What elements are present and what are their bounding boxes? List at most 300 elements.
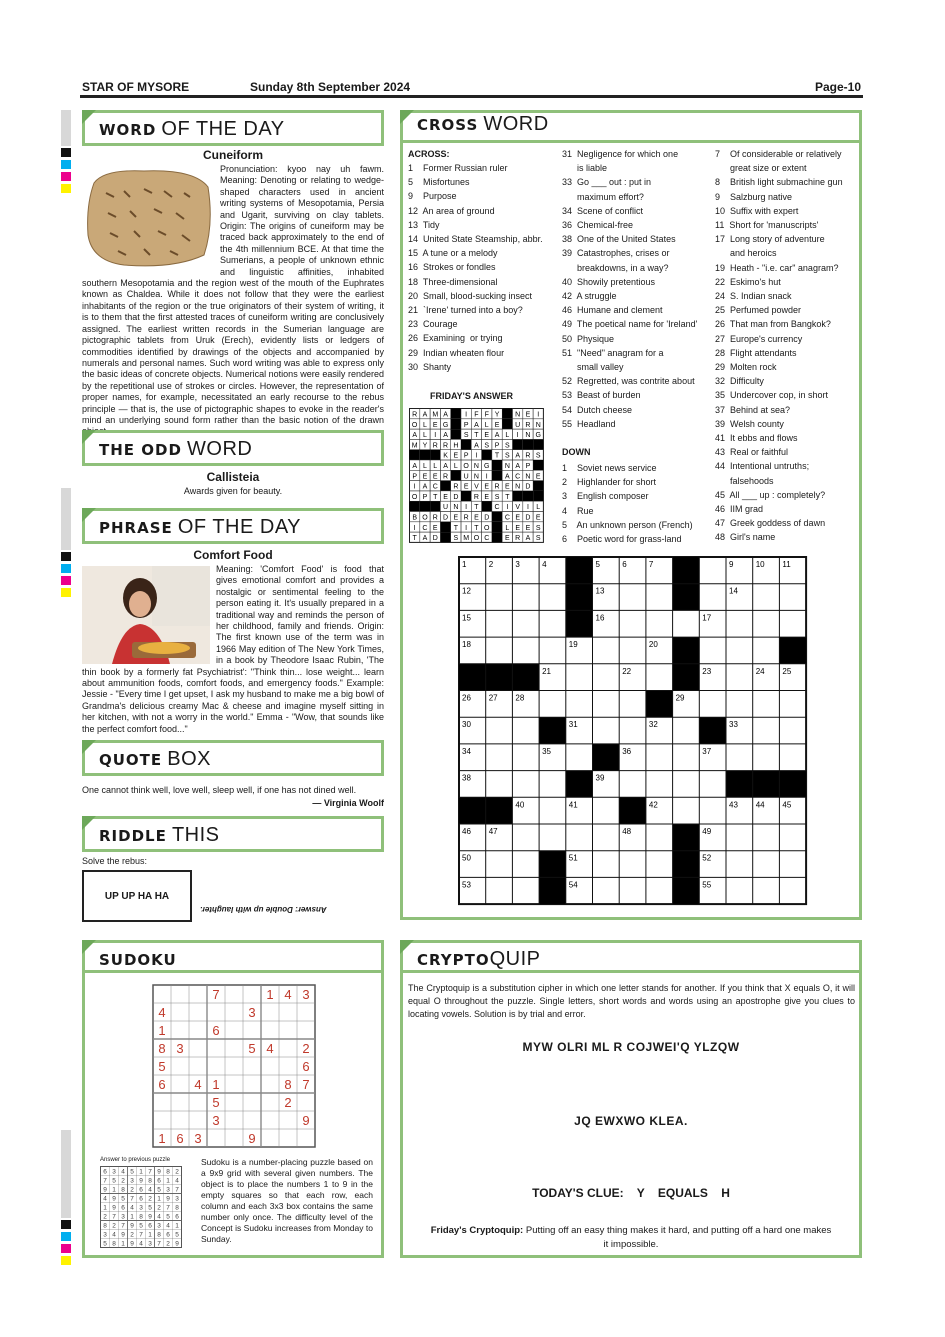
prev-letter: R	[494, 483, 500, 491]
prev-letter: L	[505, 524, 510, 532]
prev-letter: E	[515, 524, 520, 532]
color-mark	[61, 1220, 71, 1229]
prev-letter: A	[422, 483, 428, 491]
clue-number: 31	[568, 720, 578, 730]
cipher-line-1: MYW OLRI ML R COJWEI'Q YLZQW	[522, 1040, 740, 1054]
prev-black-square	[461, 439, 471, 449]
clue-number: 18	[462, 640, 471, 650]
prev-sudoku-digit: 3	[157, 1222, 161, 1230]
prev-letter: E	[505, 483, 510, 491]
color-mark	[61, 564, 71, 573]
black-square	[779, 637, 806, 664]
black-square	[726, 771, 753, 798]
prev-letter: E	[484, 493, 490, 501]
clue-number: 37	[702, 746, 712, 756]
prev-letter: L	[536, 504, 541, 512]
clue-number: 38	[462, 773, 471, 783]
prev-letter: E	[432, 473, 438, 481]
prev-black-square	[533, 439, 543, 449]
black-square	[593, 744, 620, 771]
quote-author: — Virginia Woolf	[312, 798, 384, 808]
sudoku-given: 6	[158, 1077, 166, 1092]
prev-black-square	[482, 450, 492, 460]
prev-letter: O	[422, 514, 428, 522]
prev-letter: T	[412, 535, 417, 543]
clue-number: 32	[648, 720, 658, 730]
clue-number: 51	[568, 853, 578, 863]
word-definition: Pronunciation: kyoo nay uh fawm. Meaning: Denoting or relating to wedge-shaped characters used in ancient writing systems of Mesopotamia, Persia and Ugarit, surviving on clay tablets. Origin: The origins of cuneiform may be traced back approximately to the end of the 4th millennium BCE. At that time the Sumerians, a people of unknown ethnic and linguistic affinities, inhabited southern Mesopotamia and the region west of the mouth of the Euphrates known as Chaldea. While it does not follow that they were the earliest inhabitants of the region or the true originators of their system of writing, it is to them that the first attested traces of cuneiform writing are conclusively assigned. The earliest written records in the Sumerian language are pictographic tablets from Uruk (Erech), evidently lists or ledgers of commodities identified by drawings of the objects and accompanied by numerals and personal names. Such word writing was able to express only the basic ideas of concrete objects. Numerical notions were easily rendered by the repetitional use of strokes or circles. However, the representation of proper names, for example, necessitated an early recourse to the rebus principle — that is, the use of pictographic shapes to evoke in the reader's mind an underlying sound form rather than the basic notion of the drawn	[82, 164, 384, 425]
prev-sudoku-digit: 9	[130, 1222, 134, 1230]
clue-number: 3	[515, 560, 520, 569]
prev-sudoku-digit: 9	[148, 1213, 152, 1221]
prev-sudoku-digit: 6	[175, 1213, 179, 1221]
prev-letter: S	[463, 432, 469, 440]
clue-number: 15	[462, 613, 471, 623]
prev-sudoku-digit: 2	[175, 1168, 179, 1176]
sudoku-given: 5	[158, 1059, 166, 1074]
cryptoquip-intro: The Cryptoquip is a substitution cipher in which one letter stands for another. If you think that X equals O, it will equal O throughout the puzzle. Single letters, short words and words using an apostrophe give you clues to locating vowels. Solution is by trial and error.	[408, 983, 855, 1019]
black-square	[673, 584, 700, 611]
prev-sudoku-digit: 5	[121, 1195, 125, 1203]
prev-black-square	[492, 460, 502, 470]
prev-letter: I	[485, 473, 488, 481]
black-square	[539, 717, 566, 744]
sudoku-given: 8	[284, 1077, 292, 1092]
prev-black-square	[461, 491, 471, 501]
prev-letter: T	[474, 504, 479, 512]
prev-sudoku-digit: 2	[112, 1222, 116, 1230]
prev-letter: E	[525, 411, 531, 419]
black-square	[753, 771, 780, 798]
prev-letter: E	[422, 473, 428, 481]
prev-sudoku-digit: 1	[130, 1213, 134, 1221]
black-square	[619, 797, 646, 824]
clue-number: 4	[542, 560, 547, 569]
prev-black-square	[533, 491, 543, 501]
prev-sudoku-digit: 3	[166, 1186, 170, 1194]
sudoku-panel: SUDOKU	[82, 940, 384, 1258]
black-square	[673, 877, 700, 904]
prev-sudoku-digit: 2	[166, 1240, 170, 1248]
prev-sudoku-digit: 9	[166, 1195, 170, 1203]
crossword-panel: CROSS WORD	[400, 110, 862, 920]
clue-number: 24	[755, 666, 765, 676]
prev-sudoku-digit: 5	[112, 1177, 116, 1185]
prev-letter: O	[484, 524, 490, 532]
page-number: Page-10	[814, 80, 861, 94]
black-square	[539, 851, 566, 878]
sudoku-given: 1	[158, 1131, 166, 1146]
prev-letter: A	[474, 421, 479, 429]
prev-letter: C	[515, 473, 521, 481]
prev-sudoku-digit: 3	[130, 1177, 134, 1185]
clue-number: 53	[462, 880, 471, 890]
prev-letter: R	[525, 421, 531, 429]
prev-letter: I	[526, 504, 529, 512]
sudoku-given: 3	[176, 1041, 184, 1056]
black-square	[566, 610, 593, 637]
prev-sudoku-digit: 8	[166, 1168, 170, 1176]
prev-sudoku-digit: 9	[130, 1240, 134, 1248]
prev-letter: U	[515, 421, 521, 429]
prev-letter: O	[463, 463, 469, 470]
prev-sudoku-digit: 4	[148, 1186, 152, 1194]
prev-sudoku-digit: 1	[139, 1168, 143, 1176]
prev-letter: I	[465, 411, 468, 419]
paper-name: STAR OF MYSORE	[82, 80, 190, 94]
clue-number: 55	[702, 880, 712, 890]
prev-sudoku-digit: 9	[157, 1168, 161, 1176]
crossword-divider	[401, 140, 861, 143]
prev-letter: A	[515, 463, 520, 470]
prev-letter: A	[525, 535, 531, 543]
sudoku-given: 7	[302, 1077, 310, 1092]
black-square	[566, 771, 593, 798]
prev-sudoku-digit: 8	[148, 1177, 152, 1185]
prev-letter: S	[494, 493, 500, 501]
crossword-grid[interactable]	[458, 556, 808, 906]
color-mark	[61, 172, 71, 181]
clue-number: 8	[675, 560, 681, 569]
prev-black-square	[451, 470, 461, 480]
prev-letter: C	[494, 504, 500, 512]
prev-sudoku-digit: 3	[139, 1204, 143, 1212]
prev-black-square	[513, 439, 523, 449]
clue-number: 19	[568, 640, 578, 650]
prev-letter: L	[505, 432, 510, 440]
friday-cryptoquip: Friday's Cryptoquip: Putting off an easy thing makes it hard, and putting off a hard one makes it impossible.	[430, 1225, 832, 1250]
sudoku-given: 1	[212, 1077, 220, 1092]
prev-black-square	[482, 501, 492, 511]
prev-letter: E	[474, 514, 479, 522]
prev-sudoku-digit: 6	[139, 1186, 143, 1194]
prev-sudoku-digit: 6	[157, 1177, 161, 1185]
clue-number: 16	[595, 613, 605, 623]
across-clues-col2: 31 Negligence for which one is liable 33 Go ___ out : put in maximum effort? 34 Scene of conflict 36 Chemical-free 38 One of the United States 39 Catastrophes, crises or breakdowns, in a way? 40 Showily pretentious 42 A struggle 46 Humane and clement 49 The poetical name for 'Ireland' 50 Physique 51 "Need" anagram for a small valley 52 Regretted, was contrite about 53 Beast of burden 54 Dutch cheese 55 Headland	[562, 149, 698, 429]
prev-letter: A	[443, 463, 448, 470]
clue-number: 5	[595, 560, 600, 569]
prev-sudoku-digit: 4	[103, 1195, 107, 1203]
prev-black-square	[492, 532, 502, 542]
sudoku-given: 5	[212, 1095, 220, 1110]
black-square	[459, 664, 486, 691]
prev-sudoku-digit: 5	[166, 1213, 170, 1221]
margin-bar	[61, 110, 71, 146]
prev-letter: M	[432, 411, 439, 419]
prev-sudoku-digit: 1	[112, 1186, 116, 1194]
prev-letter: C	[484, 535, 490, 543]
prev-letter: N	[525, 432, 531, 440]
sudoku-given: 3	[248, 1005, 256, 1020]
cryptoquip-panel: CRYPTOQUIP	[400, 940, 862, 1258]
prev-letter: A	[412, 432, 417, 440]
prev-sudoku-digit: 4	[157, 1213, 161, 1221]
friday-answer-label: FRIDAY'S ANSWER	[430, 391, 513, 401]
color-mark	[61, 184, 71, 193]
prev-black-square	[492, 522, 502, 532]
clue-number: 13	[595, 586, 605, 596]
sudoku-grid[interactable]	[152, 984, 316, 1148]
prev-sudoku-digit: 7	[121, 1222, 125, 1230]
prev-black-square	[420, 501, 430, 511]
prev-letter: L	[484, 421, 489, 429]
prev-letter: M	[411, 442, 418, 450]
clue-number: 25	[782, 666, 792, 676]
prev-sudoku-digit: 1	[166, 1177, 170, 1185]
prev-letter: B	[412, 514, 417, 522]
prev-black-square	[523, 491, 533, 501]
prev-letter: H	[453, 442, 459, 450]
odd-word-meaning: Awards given for beauty.	[183, 486, 283, 496]
prev-sudoku-digit: 9	[121, 1231, 125, 1239]
black-square	[673, 664, 700, 691]
prev-letter: A	[422, 411, 428, 419]
sudoku-divider	[83, 970, 383, 973]
prev-letter: V	[474, 483, 479, 491]
black-square	[673, 851, 700, 878]
prev-letter: P	[422, 493, 428, 501]
prev-letter: N	[453, 504, 459, 512]
margin-bar	[61, 488, 71, 550]
word-title: Cuneiform	[203, 148, 263, 162]
prev-letter: I	[413, 524, 416, 532]
prev-letter: E	[535, 473, 541, 481]
prev-black-square	[410, 501, 420, 511]
sudoku-given: 4	[194, 1077, 202, 1092]
prev-sudoku-digit: 5	[130, 1168, 134, 1176]
prev-black-square	[410, 450, 420, 460]
sudoku-instructions: Sudoku is a number-placing puzzle based on a 9x9 grid with several given numbers. The object is to place the numbers 1 to 9 in the empty squares so that each row, each column and each 3x3 box contains the same number only once. The difficulty level of the Concept is Sudoku increases from Monday to Sunday.	[201, 1157, 373, 1244]
prev-black-square	[451, 419, 461, 429]
prev-letter: K	[443, 452, 448, 460]
prev-letter: L	[422, 463, 427, 470]
clue-number: 14	[729, 586, 738, 596]
color-mark	[61, 160, 71, 169]
prev-letter: R	[463, 514, 469, 522]
black-square	[486, 797, 513, 824]
prev-letter: S	[453, 535, 459, 543]
cipher-line-2: JQ EWXWO KLEA.	[574, 1114, 688, 1128]
prev-letter: N	[473, 473, 479, 481]
prev-letter: N	[515, 483, 521, 491]
prev-letter: I	[516, 432, 519, 440]
clue-number: 48	[622, 827, 632, 836]
prev-letter: O	[473, 535, 480, 543]
prev-letter: A	[422, 535, 428, 543]
phrase-header: PHRASE OF THE DAY	[82, 508, 384, 544]
clue-number: 54	[568, 880, 578, 890]
clue-number: 20	[648, 640, 658, 650]
todays-clue: TODAY'S CLUE: Y EQUALS H	[532, 1186, 730, 1200]
prev-letter: S	[535, 535, 541, 543]
prev-letter: V	[515, 504, 520, 512]
prev-letter: I	[413, 483, 416, 491]
prev-letter: A	[494, 432, 500, 440]
prev-letter: D	[443, 514, 449, 522]
prev-letter: T	[474, 524, 479, 532]
prev-sudoku-digit: 6	[139, 1195, 143, 1203]
prev-letter: R	[473, 493, 479, 501]
prev-letter: E	[515, 514, 520, 522]
black-square	[539, 877, 566, 904]
sudoku-given: 9	[248, 1131, 256, 1146]
black-square	[486, 664, 513, 691]
prev-letter: A	[443, 411, 448, 419]
prev-sudoku-digit: 7	[139, 1231, 143, 1239]
clue-number: 43	[729, 800, 738, 810]
clue-number: 49	[702, 827, 712, 836]
prev-letter: R	[443, 442, 449, 450]
sudoku-given: 2	[302, 1041, 310, 1056]
clue-number: 30	[462, 720, 471, 730]
prev-black-square	[451, 429, 461, 439]
prev-letter: I	[475, 452, 478, 460]
clue-number: 7	[648, 560, 654, 569]
clue-number: 52	[702, 853, 712, 863]
prev-letter: A	[515, 452, 520, 460]
prev-sudoku-digit: 2	[130, 1231, 134, 1239]
prev-letter: A	[474, 442, 479, 450]
prev-sudoku-digit: 2	[148, 1195, 152, 1203]
prev-sudoku-digit: 9	[112, 1204, 116, 1212]
prev-sudoku-digit: 4	[166, 1222, 170, 1230]
prev-letter: U	[463, 473, 469, 481]
prev-letter: P	[463, 452, 469, 460]
margin-bar	[61, 1130, 71, 1218]
prev-letter: R	[453, 483, 459, 491]
sudoku-given: 3	[212, 1113, 220, 1128]
prev-sudoku-digit: 4	[112, 1231, 116, 1239]
prev-letter: S	[505, 442, 510, 450]
clue-number: 6	[622, 560, 627, 569]
prev-letter: I	[465, 524, 468, 532]
prev-letter: A	[412, 463, 417, 470]
color-mark	[61, 576, 71, 585]
across-clues-col1: 1 Former Russian ruler 5 Misfortunes 9 Purpose 12 An area of ground 13 Tidy 14 United State Steamship, abbr. 15 A tune or a melody 16 Strokes or fondles 18 Three-dimensional 20 Small, blood-sucking insect 21 `Irene' turned into a boy? 23 Courage 26 Examining or trying 29 Indian wheaten flour 30 Shanty	[408, 163, 543, 372]
prev-letter: E	[505, 535, 510, 543]
prev-sudoku-digit: 8	[139, 1213, 143, 1221]
prev-letter: E	[484, 483, 490, 491]
prev-sudoku-digit: 3	[175, 1195, 179, 1203]
prev-letter: P	[494, 442, 500, 450]
sudoku-given: 1	[266, 987, 274, 1002]
prev-letter: I	[434, 432, 437, 440]
prev-sudoku-digit: 1	[121, 1240, 125, 1248]
prev-letter: S	[484, 442, 490, 450]
prev-sudoku-digit: 1	[175, 1222, 179, 1230]
prev-sudoku-digit: 7	[103, 1177, 107, 1185]
prev-sudoku-digit: 2	[121, 1177, 125, 1185]
black-square	[646, 691, 673, 718]
prev-black-square	[513, 491, 523, 501]
prev-letter: Y	[494, 411, 500, 419]
clue-number: 36	[622, 746, 632, 756]
prev-black-square	[533, 460, 543, 470]
prev-sudoku-digit: 4	[175, 1177, 179, 1185]
prev-sudoku-digit: 5	[148, 1204, 152, 1212]
prev-black-square	[502, 419, 512, 429]
clue-number: 21	[542, 666, 552, 676]
color-mark	[61, 552, 71, 561]
clue-number: 46	[462, 827, 471, 836]
riddle-header: RIDDLE THIS	[82, 816, 384, 852]
prev-letter: C	[432, 483, 438, 491]
prev-letter: S	[535, 452, 541, 460]
prev-black-square	[451, 409, 461, 419]
prev-sudoku-digit: 5	[157, 1186, 161, 1194]
prev-sudoku-digit: 9	[112, 1195, 116, 1203]
prev-letter: L	[422, 421, 427, 429]
sudoku-given: 6	[302, 1059, 310, 1074]
sudoku-given: 7	[212, 987, 220, 1002]
clue-number: 44	[755, 800, 765, 810]
prev-sudoku-digit: 3	[148, 1240, 152, 1248]
prev-letter: N	[535, 421, 541, 429]
clue-number: 1	[462, 560, 467, 569]
clue-number: 26	[462, 693, 471, 703]
prev-letter: T	[433, 493, 438, 501]
prev-letter: D	[525, 514, 531, 522]
black-square	[673, 824, 700, 851]
word-of-day-header: WORD OF THE DAY	[82, 110, 384, 146]
clue-number: 41	[568, 800, 578, 810]
clue-number: 40	[515, 800, 525, 810]
prev-letter: R	[412, 411, 418, 419]
sudoku-given: 5	[248, 1041, 256, 1056]
color-mark	[61, 1232, 71, 1241]
prev-letter: E	[453, 452, 459, 460]
prev-letter: U	[443, 504, 449, 512]
prev-sudoku-digit: 7	[148, 1168, 152, 1176]
prev-letter: E	[525, 524, 531, 532]
clue-number: 45	[782, 800, 792, 810]
sudoku-given: 8	[158, 1041, 166, 1056]
odd-word-header: THE ODD WORD	[82, 430, 384, 466]
black-square	[699, 717, 726, 744]
clue-number: 39	[595, 773, 605, 783]
prev-sudoku-digit: 4	[130, 1204, 134, 1212]
previous-sudoku-label: Answer to previous puzzle	[100, 1157, 171, 1163]
prev-letter: E	[535, 514, 541, 522]
prev-black-square	[430, 501, 440, 511]
black-square	[459, 797, 486, 824]
prev-letter: G	[535, 432, 541, 440]
prev-letter: O	[411, 493, 418, 501]
prev-sudoku-digit: 5	[139, 1222, 143, 1230]
prev-letter: E	[494, 421, 500, 429]
phrase-title: Comfort Food	[193, 548, 273, 562]
sudoku-given: 4	[284, 987, 292, 1002]
prev-black-square	[533, 481, 543, 491]
prev-letter: I	[465, 504, 468, 512]
issue-date: Sunday 8th September 2024	[250, 80, 411, 94]
clue-number: 47	[488, 827, 498, 836]
prev-sudoku-digit: 7	[112, 1213, 116, 1221]
clue-number: 42	[648, 800, 658, 810]
prev-letter: F	[484, 411, 489, 419]
clue-number: 11	[782, 560, 791, 569]
prev-letter: R	[432, 514, 438, 522]
prev-sudoku-digit: 3	[121, 1213, 125, 1221]
clue-number: 23	[702, 666, 712, 676]
prev-letter: G	[442, 421, 449, 429]
prev-sudoku-digit: 4	[121, 1168, 125, 1176]
crossword-frame	[459, 557, 806, 904]
previous-crossword-answer	[409, 408, 544, 543]
prev-letter: E	[453, 514, 459, 522]
sudoku-given: 3	[194, 1131, 202, 1146]
prev-sudoku-digit: 8	[175, 1204, 179, 1212]
